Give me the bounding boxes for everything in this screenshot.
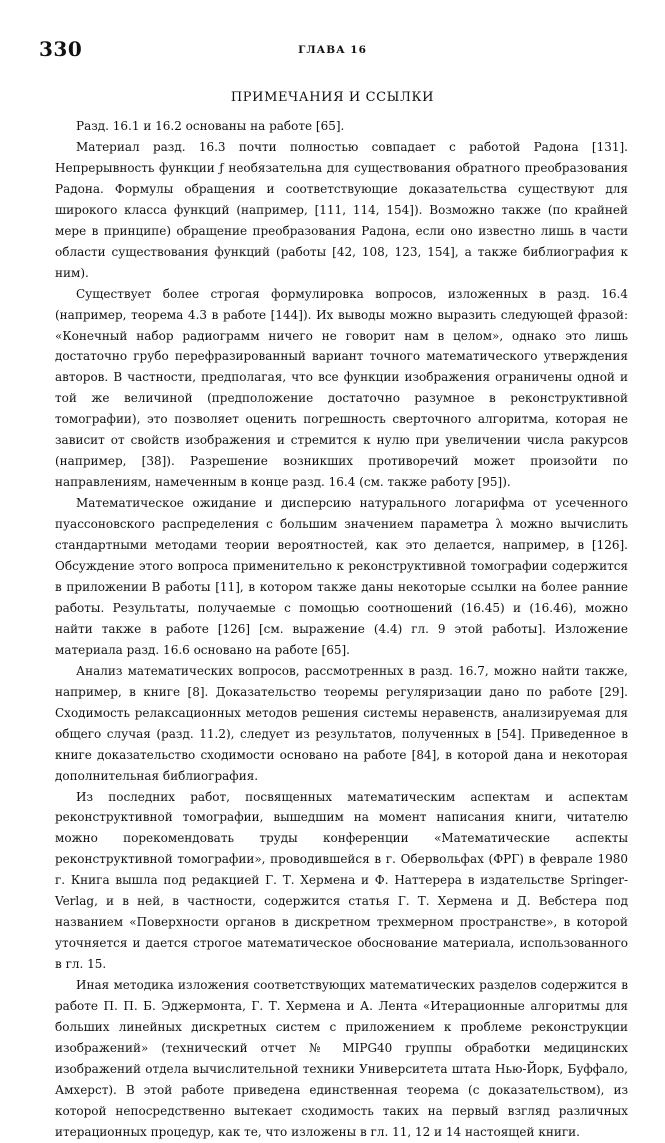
paragraph-poisson-distribution: Математическое ожидание и дисперсию натурального логарифма от усеченного пуассоновского распределения с большим значением параметра λ можно вычислить стандартными методами теории вероятностей, как это делается, например, в [126]. Обсуждение этого вопроса применительно к реконструктивной томографии содержится в приложении B работы [11], в котором также даны некоторые ссылки на более ранние работы. Результаты, получаемые с помощью соотношений (16.45) и (16.46), можно найти также в работе [126] [см. выражение (4.4) гл. 9 этой работы]. Изложение материала разд. 16.6 основано на работе [65]. [55, 496, 628, 657]
chapter-running-head: ГЛАВА 16 [298, 44, 367, 56]
section-title: ПРИМЕЧАНИЯ И ССЫЛКИ [230, 90, 435, 105]
paragraph-radon-transform: Материал разд. 16.3 почти полностью совпадает с работой Радона [131]. Непрерывность функции ƒ необязательна для существования обратного преобразования Радона. Формулы обращения и соответствующие доказательства существуют для широкого класса функций (например, [111, 114, 154]). Возможно также (по крайней мере в принципе) обращение преобразования Радона, если оно известно лишь в части области существования функций (работы [42, 108, 123, 154], а также библиография к ним). [55, 139, 628, 280]
body-text [55, 116, 628, 1143]
paragraph-strict-formulation: Существует более строгая формулировка вопросов, изложенных в разд. 16.4 (например, теорема 4.3 в работе [144]). Их выводы можно выразить следующей фразой: «Конечный набор радиограмм ничего не говорит нам в целом», однако это лишь достаточно грубо перефразированный вариант точного математического утверждения авторов. В частности, предполагая, что все функции изображения ограничены одной и той же величиной (предположение достаточно разумное в реконструктивной томографии), это позволяет оценить погрешность сверточного алгоритма, которая не зависит от свойств изображения и стремится к нулю при увеличении числа ракурсов (например, [38]). Разрешение возникших противоречий может произойти по направлениям, намеченным в конце разд. 16.4 (см. также работу [95]). [55, 286, 628, 490]
paragraph-mathematical-analysis: Анализ математических вопросов, рассмотренных в разд. 16.7, можно найти также, например, в книге [8]. Доказательство теоремы регуляризации дано по работе [29]. Сходимость релаксационных методов решения системы неравенств, анализируемая для общего случая (разд. 11.2), следует из результатов, полученных в [54]. Приведенное в книге доказательство сходимости основано на работе [84], в которой дана и некоторая дополнительная библиография. [55, 663, 628, 783]
paragraph-iterative-algorithms: Иная методика изложения соответствующих математических разделов содержится в работе П. П. Б. Эджермонта, Г. Т. Хермена и А. Лента «Итерационные алгоритмы для больших линейных дискретных систем с приложением к проблеме реконструкции изображений» (технический отчет № MIPG40 группы обработки медицинских изображений отдела вычислительной техники Университета штата Нью-Йорк, Буффало, Амхерст). В этой работе приведена единственная теорема (с доказательством), из которой непосредственно вытекает сходимость таких на первый взгляд различных итерационных процедур, как те, что изложены в гл. 11, 12 и 14 настоящей книги. [55, 978, 628, 1139]
paragraph-sources-16-1-16-2: Разд. 16.1 и 16.2 основаны на работе [65]. [76, 119, 345, 133]
paragraph-recent-works: Из последних работ, посвященных математическим аспектам и аспектам реконструктивной томографии, вышедшим на момент написания книги, читателю можно порекомендовать труды конференции «Математические аспекты реконструктивной томографии», проводившейся в г. Обервольфах (ФРГ) в феврале 1980 г. Книга вышла под редакцией Г. Т. Хермена и Ф. Наттерера в издательстве Springer-Verlag, и в ней, в частности, содержится статья Г. Т. Хермена и Д. Вебстера под названием «Поверхности органов в дискретном трехмерном пространстве», в которой уточняется и дается строгое математическое обоснование материала, использованного в гл. 15. [55, 789, 628, 972]
page-number: 330 [39, 37, 83, 61]
